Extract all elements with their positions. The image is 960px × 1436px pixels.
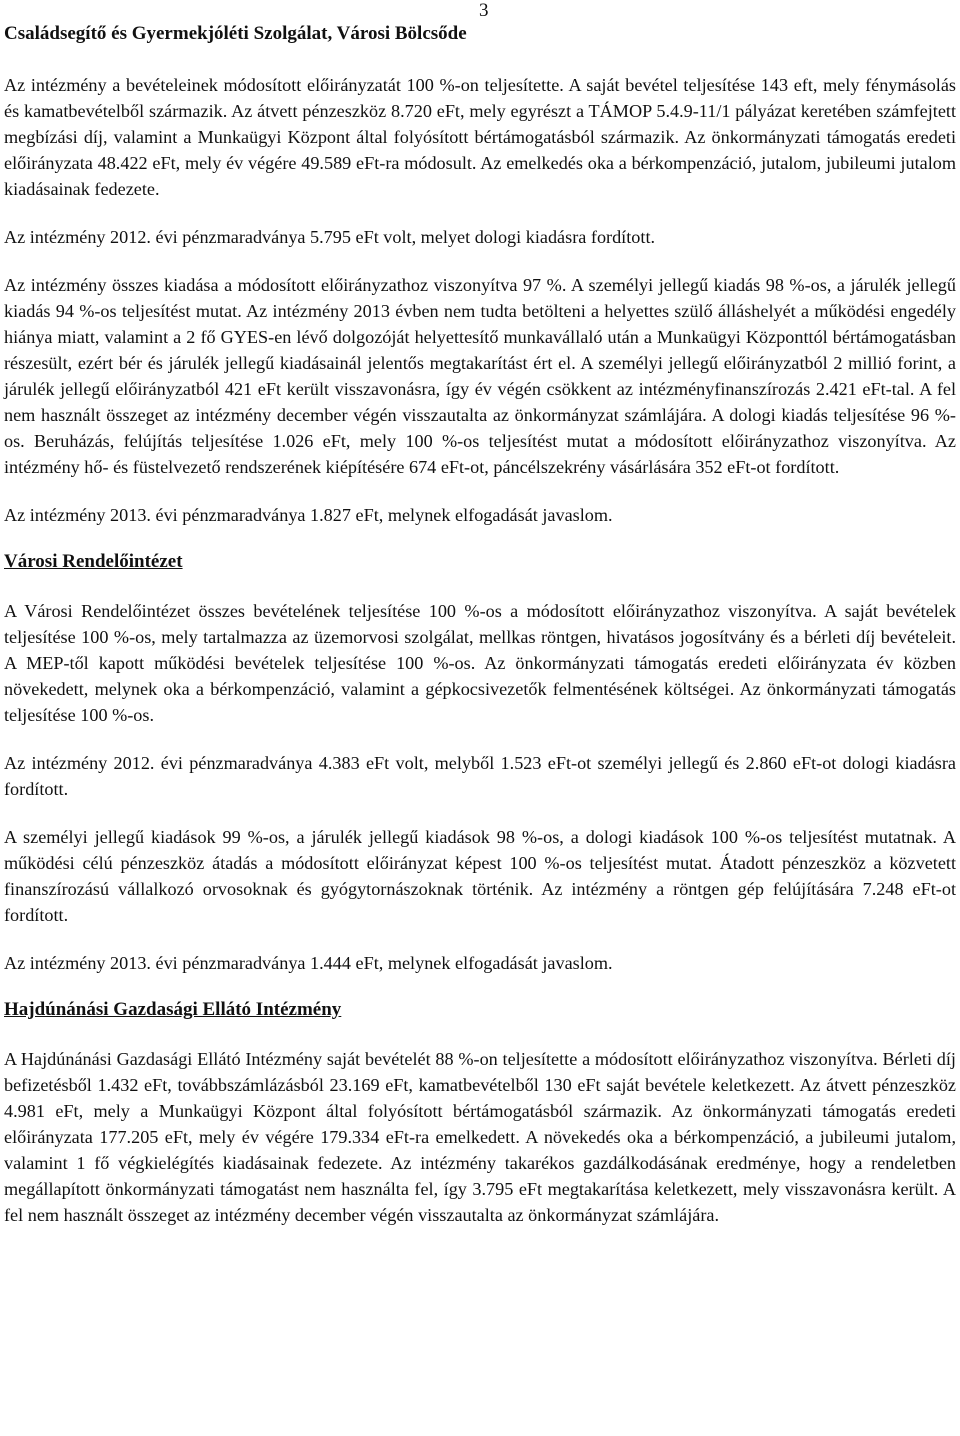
section2-paragraph-1: A Városi Rendelőintézet összes bevételének teljesítése 100 %-os a módosított előirányzathoz viszonyítva. A saját bevételek teljesítése 100 %-os, mely tartalmazza az üzemorvosi szolgálat, mellkas röntgen, hivatásos jogosítvány és a bérleti díj bevételeit. A MEP-től kapott működési bevételek teljesítése 100 %-os. Az önkormányzati támogatás eredeti előirányzata év közben növekedett, melynek oka a bérkompenzáció, valamint a gépkocsivezetők felmentésének költségei. Az önkormányzati támogatás teljesítése 100 %-os.	[4, 601, 956, 725]
page-header-title: Családsegítő és Gyermekjóléti Szolgálat, Városi Bölcsőde	[4, 23, 467, 44]
section2-paragraph-4: Az intézmény 2013. évi pénzmaradványa 1.444 eFt, melynek elfogadását javaslom.	[4, 953, 613, 973]
section1-paragraph-3: Az intézmény összes kiadása a módosított előirányzathoz viszonyítva 97 %. A személyi jellegű kiadás 98 %-os, a járulék jellegű kiadás 94 %-os teljesítést mutat. Az intézmény 2013 évben nem tudta betölteni a helyettes szülő álláshelyét a működési engedély hiánya miatt, valamint a 2 fő GYES-en lévő dolgozóját helyettesítő munkavállaló után a Munkaügyi Központtól bértámogatásban részesült, ezért bér és járulék jellegű kiadásainál jelentős megtakarítást ért el. A személyi jellegű előirányzatból 2 millió forint, a járulék jellegű előirányzatból 421 eFt került visszavonásra, így év végén csökkent az intézményfinanszírozás 2.421 eFt-tal. A fel nem használt összeget az intézmény december végén visszautalta az önkormányzat számlájára. A dologi kiadás teljesítése 96 %-os. Beruházás, felújítás teljesítése 1.026 eFt, mely 100 %-os teljesítést mutat a módosított előirányzathoz viszonyítva. Az intézmény hő- és füstelvezető rendszerének kiépítésére 674 eFt-ot, páncélszekrény vásárlására 352 eFt-ot fordított.	[4, 275, 956, 477]
section3-heading: Hajdúnánási Gazdasági Ellátó Intézmény	[4, 999, 342, 1020]
section2-heading: Városi Rendelőintézet	[4, 551, 183, 572]
page-number: 3	[479, 0, 489, 21]
section2-paragraph-3: A személyi jellegű kiadások 99 %-os, a járulék jellegű kiadások 98 %-os, a dologi kiadások 100 %-os teljesítést mutatnak. A működési célú pénzeszköz átadás a módosított előirányzat képest 100 %-os teljesítést mutat. Átadott pénzeszköz a közvetett finanszírozású vállalkozó orvosoknak és gyógytornászoknak történik. Az intézmény a röntgen gép felújítására 7.248 eFt-ot fordított.	[4, 827, 956, 925]
section1-paragraph-4: Az intézmény 2013. évi pénzmaradványa 1.827 eFt, melynek elfogadását javaslom.	[4, 505, 613, 525]
document-body	[4, 72, 956, 1250]
section1-paragraph-1: Az intézmény a bevételeinek módosított előirányzatát 100 %-on teljesítette. A saját bevétel teljesítése 143 eft, mely fénymásolás és kamatbevételből származik. Az átvett pénzeszköz 8.720 eFt, mely egyrészt a TÁMOP 5.4.9-11/1 pályázat keretében számfejtett megbízási díj, valamint a Munkaügyi Központ által folyósított bértámogatásból származik. Az önkormányzati támogatás eredeti előirányzata 48.422 eFt, mely év végére 49.589 eFt-ra módosult. Az emelkedés oka a bérkompenzáció, jutalom, jubileumi jutalom kiadásainak fedezete.	[4, 75, 956, 199]
section3-paragraph-1: A Hajdúnánási Gazdasági Ellátó Intézmény saját bevételét 88 %-on teljesítette a módosított előirányzathoz viszonyítva. Bérleti díj befizetésből 1.432 eFt, továbbszámlázásból 23.169 eFt, kamatbevételből 130 eFt saját bevétele keletkezett. Az átvett pénzeszköz 4.981 eFt, mely a Munkaügyi Központ által folyósított bértámogatásból származik. Az önkormányzati támogatás eredeti előirányzata 177.205 eFt, mely év végére 179.334 eFt-ra emelkedett. A növekedés oka a bérkompenzáció, a jubileumi jutalom, valamint 1 fő végkielégítés kiadásainak fedezete. Az intézmény takarékos gazdálkodásának eredménye, hogy a rendeletben megállapított önkormányzati támogatást nem használta fel, így 3.795 eFt megtakarítása keletkezett, mely visszavonásra került. A fel nem használt összeget az intézmény december végén visszautalta az önkormányzat számlájára.	[4, 1049, 956, 1225]
section2-paragraph-2: Az intézmény 2012. évi pénzmaradványa 4.383 eFt volt, melyből 1.523 eFt-ot személyi jellegű és 2.860 eFt-ot dologi kiadásra fordított.	[4, 753, 956, 799]
section1-paragraph-2: Az intézmény 2012. évi pénzmaradványa 5.795 eFt volt, melyet dologi kiadásra fordított.	[4, 227, 656, 247]
